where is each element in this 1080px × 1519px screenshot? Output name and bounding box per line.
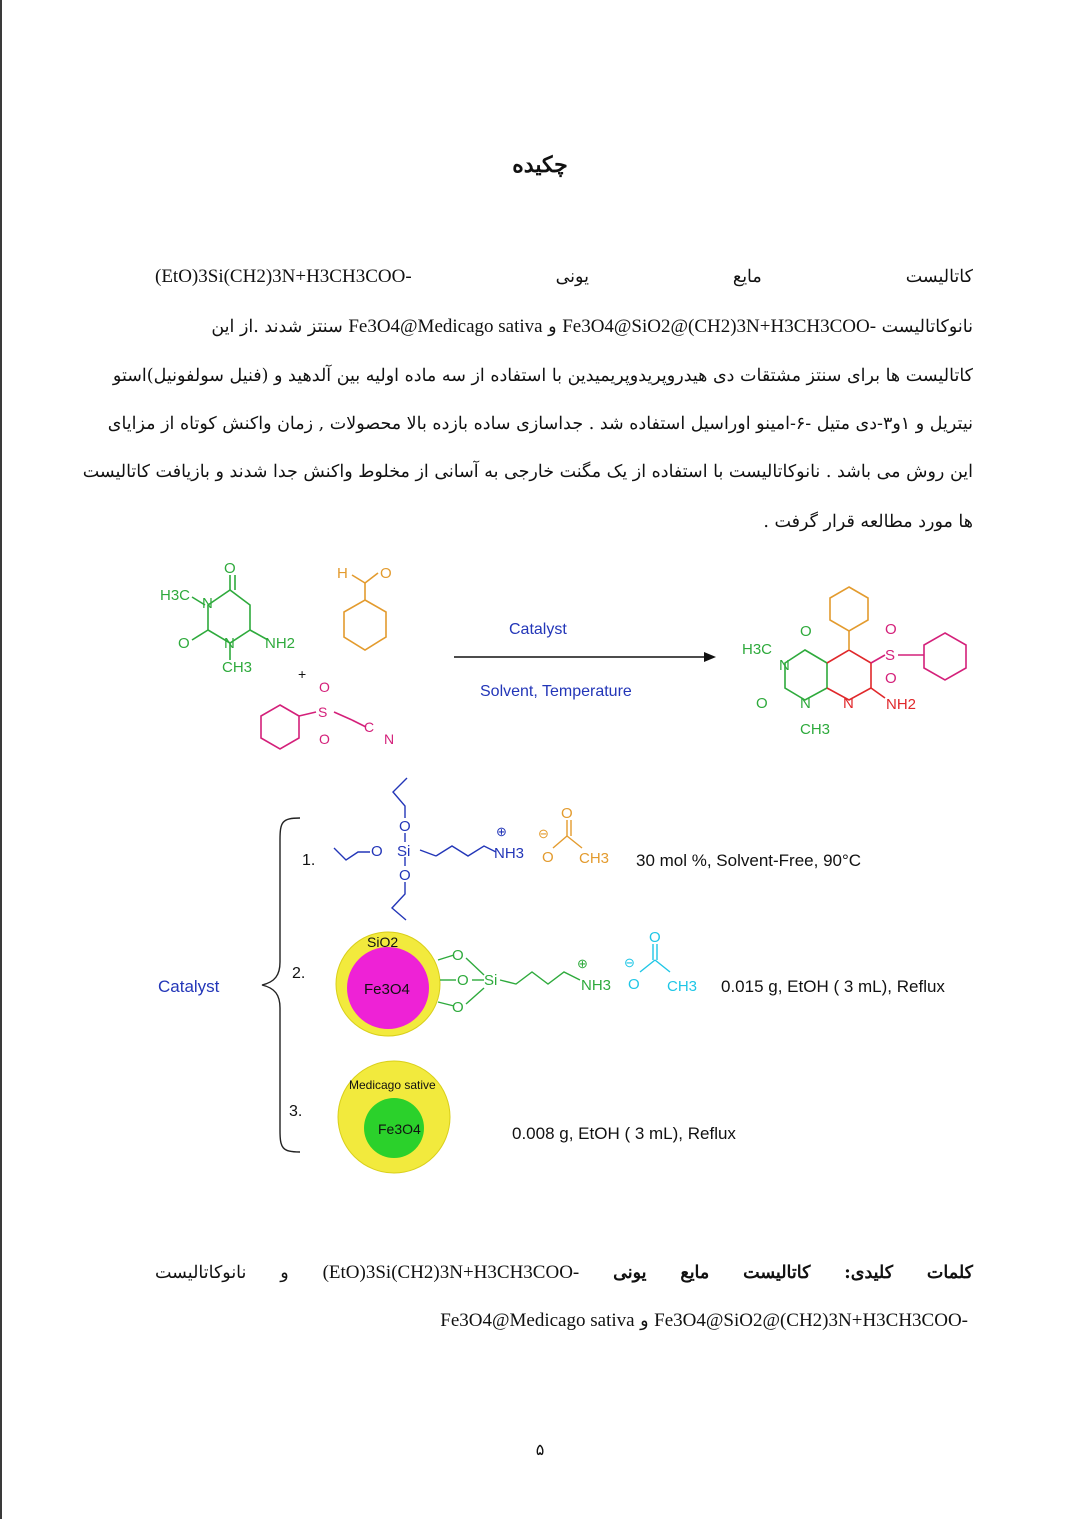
cat1-nh3: NH3 <box>494 845 525 862</box>
catalyst-brace <box>262 818 303 1152</box>
abstract-line-5: این روش می باشد . نانوکاتالیست با استفاده از یک مگنت خارجی به آسانی از مخلوط واکنش جدا شدند و بازیافت کاتالیست <box>82 462 973 482</box>
abstract-title: چکیده <box>512 152 568 178</box>
arrow-label-conditions: Solvent, Temperature <box>480 683 632 700</box>
cat1-plus: ⊕ <box>496 824 507 839</box>
cat1-ch3: CH3 <box>579 850 610 867</box>
page-number: ۵ <box>535 1440 545 1459</box>
r1-o2: O <box>178 635 190 652</box>
cat2-nh3: NH3 <box>581 977 612 994</box>
p-o1: O <box>800 623 812 640</box>
cat1-o-bottom: O <box>399 867 411 884</box>
r1-n1: N <box>202 595 213 612</box>
word-liquid: مایع <box>732 267 762 287</box>
sulf-s: S <box>318 704 328 720</box>
kw-formula-2: Fe3O4@SiO2@(CH2)3N+H3CH3COO- <box>654 1310 968 1331</box>
r1-o1: O <box>224 560 236 577</box>
cat2-core-label: Fe3O4 <box>364 981 410 998</box>
cat2-minus: ⊖ <box>624 955 635 970</box>
arrow-head <box>704 652 716 662</box>
cat2-conditions: 0.015 g, EtOH ( 3 mL), Reflux <box>721 977 945 996</box>
word-ionic: یونی <box>555 267 589 287</box>
cat1-structure <box>334 778 496 920</box>
abstract-line-6: ها مورد مطالعه قرار گرفت . <box>763 512 973 532</box>
keywords-line-1 <box>155 1262 973 1284</box>
r1-n2: N <box>224 635 235 652</box>
kw-word-1: کلمات <box>926 1263 973 1283</box>
p-n2: N <box>800 695 811 712</box>
cat1-o-top: O <box>399 818 411 835</box>
p-o3: O <box>885 621 897 638</box>
arrow-label-catalyst: Catalyst <box>509 621 567 638</box>
p-n3: N <box>843 695 854 712</box>
cat2-o3: O <box>452 999 464 1016</box>
abstract-line-3: کاتالیست ها برای سنتز مشتقات دی هیدروپریدوپریمیدین با استفاده از سه ماده اولیه بین آلدهید و (فنیل سولفونیل)استو <box>112 366 973 386</box>
ald-h: H <box>337 565 348 582</box>
product-structure <box>785 587 966 700</box>
sulf-o1: O <box>319 679 330 695</box>
cat1-si: Si <box>397 843 411 860</box>
r1-ch3: CH3 <box>222 659 253 676</box>
cat3-number: 3. <box>289 1103 303 1120</box>
word-nanocatalyst: نانوکاتالیست <box>881 317 973 337</box>
kw-and-1: و <box>280 1263 289 1283</box>
cat2-acetate <box>640 944 670 972</box>
kw-word-6: نانوکاتالیست <box>155 1263 247 1283</box>
formula-ionic-liquid: (EtO)3Si(CH2)3N+H3CH3COO- <box>155 266 412 287</box>
cat3-shell-label: Medicago sative <box>349 1078 436 1092</box>
cat1-acetate-o-minus: O <box>542 849 554 866</box>
p-ch3: CH3 <box>800 721 831 738</box>
p-h3c: H3C <box>742 641 773 658</box>
cat2-acetate-o: O <box>649 929 661 946</box>
ald-o: O <box>380 565 392 582</box>
cat2-o1: O <box>452 947 464 964</box>
phrase-synthesized: سنتز شدند .از این <box>211 317 343 337</box>
kw-formula-3: Fe3O4@Medicago sativa <box>440 1310 635 1331</box>
cat1-number: 1. <box>302 852 316 869</box>
catalyst-label: Catalyst <box>158 977 220 996</box>
p-o4: O <box>885 670 897 687</box>
formula-sio2-catalyst: Fe3O4@SiO2@(CH2)3N+H3CH3COO- <box>562 316 877 337</box>
cat1-minus: ⊖ <box>538 826 549 841</box>
sulf-c: C <box>364 719 375 735</box>
kw-and-2: و <box>640 1311 649 1331</box>
cat3-conditions: 0.008 g, EtOH ( 3 mL), Reflux <box>512 1124 736 1143</box>
p-n1: N <box>779 657 790 674</box>
cat1-acetate-o: O <box>561 805 573 822</box>
cat1-o-left: O <box>371 843 383 860</box>
sulf-n: N <box>384 731 395 747</box>
cat2-si: Si <box>484 972 498 989</box>
p-nh2: NH2 <box>886 696 917 713</box>
benzaldehyde-structure <box>344 573 386 650</box>
word-catalyst: کاتالیست <box>905 267 973 287</box>
p-s: S <box>885 647 896 664</box>
cat2-acetate-o-minus: O <box>628 976 640 993</box>
sulfonyl-structure <box>261 705 366 749</box>
cat1-conditions: 30 mol %, Solvent-Free, 90°C <box>636 851 862 870</box>
cat2-o2: O <box>457 972 469 989</box>
cat3-core-label: Fe3O4 <box>378 1121 421 1137</box>
kw-word-3: کاتالیست <box>743 1263 811 1283</box>
plus-sign: + <box>298 666 307 682</box>
cat2-plus: ⊕ <box>577 956 588 971</box>
cat2-number: 2. <box>292 965 306 982</box>
p-o2: O <box>756 695 768 712</box>
sulf-o2: O <box>319 731 330 747</box>
kw-word-4: مایع <box>680 1263 710 1283</box>
kw-word-5: یونی <box>613 1263 647 1283</box>
cat2-shell-label: SiO2 <box>367 934 399 950</box>
kw-formula-1: (EtO)3Si(CH2)3N+H3CH3COO- <box>322 1262 580 1283</box>
kw-word-2: کلیدی: <box>844 1263 894 1283</box>
keywords-line-2 <box>400 1310 968 1332</box>
r1-h3c: H3C <box>160 587 191 604</box>
formula-medicago-catalyst: Fe3O4@Medicago sativa <box>348 316 543 337</box>
cat1-acetate <box>553 820 582 848</box>
cat2-ch3: CH3 <box>667 978 698 995</box>
word-and: و <box>548 317 557 337</box>
r1-nh2: NH2 <box>265 635 296 652</box>
abstract-line-4: نیتریل و ۱و۳-دی متیل -۶-امینو اوراسیل استفاده شد . جداسازی ساده بازده بالا محصولات , زمان واکنش کوتاه از مزایای <box>107 414 973 434</box>
